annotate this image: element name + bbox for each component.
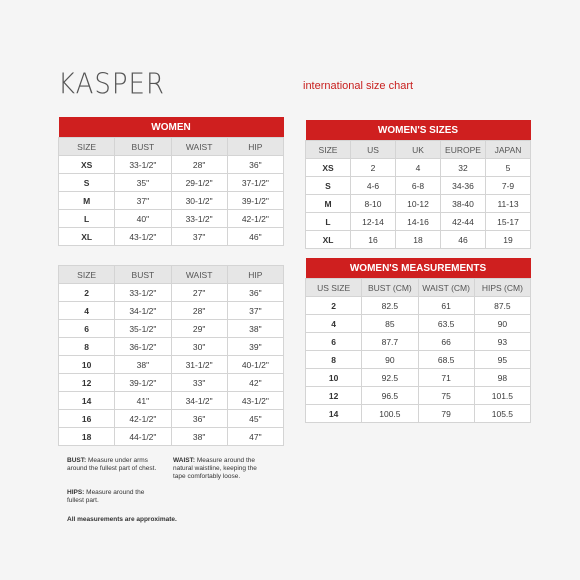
table-cell: 79 <box>418 405 474 423</box>
hips-note <box>67 489 159 505</box>
table-cell: 33-1/2" <box>115 156 171 174</box>
column-header: JAPAN <box>486 141 531 159</box>
table-cell: 105.5 <box>474 405 530 423</box>
women-size-table <box>58 117 284 246</box>
table-cell: 36" <box>171 410 227 428</box>
table-cell: 37" <box>115 192 171 210</box>
table-cell: 7-9 <box>486 177 531 195</box>
column-header-row <box>306 279 531 297</box>
disclaimer-text: All measurements are approximate. <box>67 516 177 523</box>
table-row <box>306 177 531 195</box>
waist-note-text: Measure around the natural waistline, keeping the tape comfortably loose. <box>173 457 257 480</box>
table-title: WOMEN <box>59 117 284 138</box>
table-cell: 90 <box>474 315 530 333</box>
size-cell: S <box>306 177 351 195</box>
table-cell: 40-1/2" <box>227 356 283 374</box>
table-row <box>59 320 284 338</box>
table-title-row <box>306 258 531 279</box>
table-cell: 31-1/2" <box>171 356 227 374</box>
size-cell: 6 <box>59 320 115 338</box>
table-cell: 33-1/2" <box>115 284 171 302</box>
table-cell: 32 <box>441 159 486 177</box>
table-cell: 43-1/2" <box>115 228 171 246</box>
bust-note-text: Measure under arms around the fullest part of chest. <box>67 457 157 472</box>
table-row <box>59 228 284 246</box>
table-cell: 16 <box>351 231 396 249</box>
size-cell: S <box>59 174 115 192</box>
size-cell: 14 <box>306 405 362 423</box>
table-cell: 27" <box>171 284 227 302</box>
table-cell: 40" <box>115 210 171 228</box>
table-cell: 63.5 <box>418 315 474 333</box>
disclaimer-note <box>67 516 267 524</box>
table-cell: 15-17 <box>486 213 531 231</box>
table-cell: 37" <box>171 228 227 246</box>
womens-sizes-table <box>305 120 531 249</box>
size-cell: 14 <box>59 392 115 410</box>
table-row <box>306 297 531 315</box>
size-cell: L <box>59 210 115 228</box>
table-cell: 36" <box>227 156 283 174</box>
size-cell: XL <box>59 228 115 246</box>
table-cell: 90 <box>362 351 418 369</box>
table-cell: 44-1/2" <box>115 428 171 446</box>
column-header: US SIZE <box>306 279 362 297</box>
table-cell: 39-1/2" <box>115 374 171 392</box>
table-cell: 87.7 <box>362 333 418 351</box>
table-cell: 93 <box>474 333 530 351</box>
table-cell: 4-6 <box>351 177 396 195</box>
column-header: SIZE <box>59 266 115 284</box>
table-cell: 28" <box>171 302 227 320</box>
table-cell: 87.5 <box>474 297 530 315</box>
column-header: SIZE <box>59 138 115 156</box>
table-cell: 41" <box>115 392 171 410</box>
hips-note-label: HIPS: <box>67 489 85 496</box>
table-row <box>306 213 531 231</box>
table-cell: 28" <box>171 156 227 174</box>
table-cell: 4 <box>396 159 441 177</box>
waist-note <box>173 457 263 481</box>
table-cell: 36-1/2" <box>115 338 171 356</box>
table-row <box>59 356 284 374</box>
table-cell: 34-1/2" <box>171 392 227 410</box>
size-cell: XS <box>59 156 115 174</box>
column-header-row <box>59 138 284 156</box>
column-header-row <box>59 266 284 284</box>
table-row <box>306 369 531 387</box>
size-cell: 2 <box>59 284 115 302</box>
table-row <box>59 192 284 210</box>
table-cell: 66 <box>418 333 474 351</box>
size-cell: 18 <box>59 428 115 446</box>
table-cell: 92.5 <box>362 369 418 387</box>
size-cell: XL <box>306 231 351 249</box>
table-cell: 46 <box>441 231 486 249</box>
table-cell: 39" <box>227 338 283 356</box>
table-row <box>59 174 284 192</box>
table-cell: 6-8 <box>396 177 441 195</box>
table-cell: 45" <box>227 410 283 428</box>
bust-note-label: BUST: <box>67 457 87 464</box>
table-cell: 82.5 <box>362 297 418 315</box>
size-cell: 8 <box>59 338 115 356</box>
table-cell: 5 <box>486 159 531 177</box>
table-cell: 36" <box>227 284 283 302</box>
column-header: US <box>351 141 396 159</box>
table-cell: 46" <box>227 228 283 246</box>
table-row <box>59 392 284 410</box>
table-row <box>306 159 531 177</box>
table-cell: 18 <box>396 231 441 249</box>
column-header: SIZE <box>306 141 351 159</box>
size-cell: 10 <box>306 369 362 387</box>
table-cell: 8-10 <box>351 195 396 213</box>
size-cell: 6 <box>306 333 362 351</box>
table-cell: 47" <box>227 428 283 446</box>
bust-note <box>67 457 167 473</box>
table-row <box>59 156 284 174</box>
table-cell: 101.5 <box>474 387 530 405</box>
table-row <box>306 231 531 249</box>
table-cell: 33-1/2" <box>171 210 227 228</box>
table-cell: 34-1/2" <box>115 302 171 320</box>
table-cell: 95 <box>474 351 530 369</box>
size-cell: XS <box>306 159 351 177</box>
size-cell: 2 <box>306 297 362 315</box>
table-row <box>59 210 284 228</box>
table-cell: 68.5 <box>418 351 474 369</box>
table-row <box>306 315 531 333</box>
table-row <box>306 387 531 405</box>
size-cell: 16 <box>59 410 115 428</box>
table-row <box>306 405 531 423</box>
table-row <box>59 302 284 320</box>
table-title: WOMEN'S SIZES <box>306 120 531 141</box>
table-cell: 11-13 <box>486 195 531 213</box>
table-cell: 35-1/2" <box>115 320 171 338</box>
table-row <box>306 351 531 369</box>
table-cell: 14-16 <box>396 213 441 231</box>
table-cell: 30" <box>171 338 227 356</box>
table-cell: 75 <box>418 387 474 405</box>
table-cell: 85 <box>362 315 418 333</box>
table-cell: 43-1/2" <box>227 392 283 410</box>
table-row <box>59 374 284 392</box>
table-cell: 29-1/2" <box>171 174 227 192</box>
hips-note-text: Measure around the fullest part. <box>67 489 145 504</box>
table-cell: 37" <box>227 302 283 320</box>
table-cell: 42" <box>227 374 283 392</box>
table-cell: 71 <box>418 369 474 387</box>
size-cell: 12 <box>306 387 362 405</box>
table-cell: 38" <box>171 428 227 446</box>
size-cell: 8 <box>306 351 362 369</box>
table-cell: 10-12 <box>396 195 441 213</box>
column-header: WAIST <box>171 138 227 156</box>
table-cell: 38-40 <box>441 195 486 213</box>
table-cell: 35" <box>115 174 171 192</box>
column-header: EUROPE <box>441 141 486 159</box>
table-row <box>59 428 284 446</box>
page-subtitle: international size chart <box>303 80 414 92</box>
table-cell: 34-36 <box>441 177 486 195</box>
table-cell: 61 <box>418 297 474 315</box>
table-row <box>306 333 531 351</box>
size-cell: M <box>59 192 115 210</box>
table-cell: 39-1/2" <box>227 192 283 210</box>
table-cell: 42-1/2" <box>115 410 171 428</box>
table-cell: 29" <box>171 320 227 338</box>
table-cell: 2 <box>351 159 396 177</box>
column-header: WAIST (CM) <box>418 279 474 297</box>
table-cell: 38" <box>115 356 171 374</box>
size-cell: 4 <box>306 315 362 333</box>
size-cell: 4 <box>59 302 115 320</box>
table-cell: 12-14 <box>351 213 396 231</box>
table-cell: 38" <box>227 320 283 338</box>
table-cell: 42-44 <box>441 213 486 231</box>
column-header: HIP <box>227 266 283 284</box>
column-header-row <box>306 141 531 159</box>
column-header: HIPS (CM) <box>474 279 530 297</box>
table-title-row <box>306 120 531 141</box>
column-header: UK <box>396 141 441 159</box>
size-cell: 10 <box>59 356 115 374</box>
waist-note-label: WAIST: <box>173 457 196 464</box>
table-cell: 33" <box>171 374 227 392</box>
table-cell: 100.5 <box>362 405 418 423</box>
table-title-row <box>59 117 284 138</box>
table-cell: 98 <box>474 369 530 387</box>
table-row <box>306 195 531 213</box>
womens-measurements-table <box>305 258 531 423</box>
column-header: WAIST <box>171 266 227 284</box>
table-row <box>59 338 284 356</box>
size-cell: 12 <box>59 374 115 392</box>
table-row <box>59 284 284 302</box>
table-title: WOMEN'S MEASUREMENTS <box>306 258 531 279</box>
table-cell: 42-1/2" <box>227 210 283 228</box>
table-row <box>59 410 284 428</box>
size-cell: L <box>306 213 351 231</box>
table-cell: 37-1/2" <box>227 174 283 192</box>
size-cell: M <box>306 195 351 213</box>
column-header: BUST <box>115 138 171 156</box>
table-cell: 30-1/2" <box>171 192 227 210</box>
brand-logo: KASPER <box>58 68 166 102</box>
women-numeric-size-table <box>58 265 284 446</box>
column-header: BUST (CM) <box>362 279 418 297</box>
column-header: BUST <box>115 266 171 284</box>
table-cell: 96.5 <box>362 387 418 405</box>
column-header: HIP <box>227 138 283 156</box>
table-cell: 19 <box>486 231 531 249</box>
